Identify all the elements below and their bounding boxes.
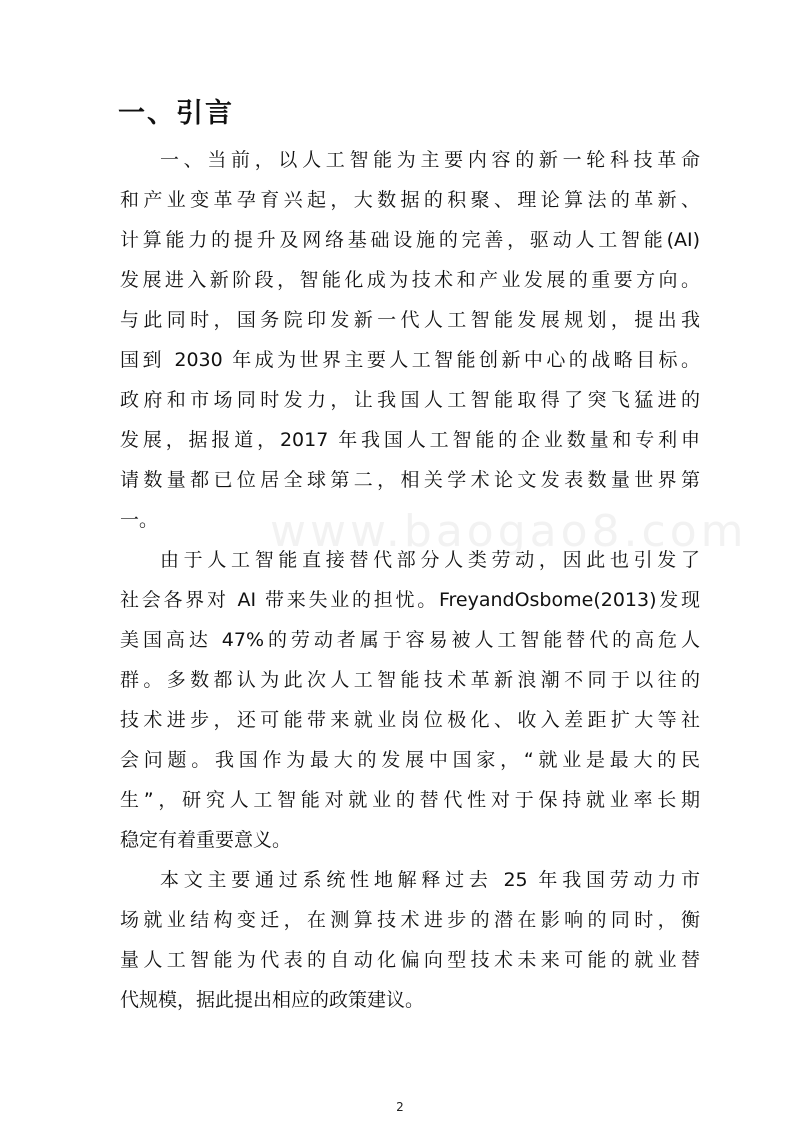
paragraph-line: 一、当前，以人工智能为主要内容的新一轮科技革命 [160, 149, 700, 171]
paragraph-line: 政府和市场同时发力，让我国人工智能取得了突飞猛进的 [120, 389, 700, 411]
page-number: 2 [396, 1100, 404, 1114]
paragraph-line: 美国高达 47%的劳动者属于容易被人工智能替代的高危人 [120, 629, 700, 651]
paragraph-line: 群。多数都认为此次人工智能技术革新浪潮不同于以往的 [120, 669, 700, 691]
paragraph-1 [120, 140, 700, 540]
section-heading: 一、引言 [118, 98, 234, 129]
paragraph-line: 本文主要通过系统性地解释过去 25 年我国劳动力市 [160, 869, 700, 891]
watermark: www.baogao8.com [270, 506, 748, 557]
paragraph-line: 场就业结构变迁，在测算技术进步的潜在影响的同时，衡 [120, 909, 700, 931]
paragraph-line: 由于人工智能直接替代部分人类劳动，因此也引发了 [160, 549, 700, 571]
paragraph-line: 会问题。我国作为最大的发展中国家，“就业是最大的民 [120, 749, 700, 771]
paragraph-line: 社会各界对 AI 带来失业的担忧。FreyandOsbome(2013)发现 [120, 589, 700, 611]
paragraph-line: 和产业变革孕育兴起，大数据的积聚、理论算法的革新、 [120, 189, 700, 211]
paragraph-line: 计算能力的提升及网络基础设施的完善，驱动人工智能(AI) [120, 229, 700, 251]
paragraph-line: 国到 2030 年成为世界主要人工智能创新中心的战略目标。 [120, 349, 700, 371]
paragraph-line: 生”，研究人工智能对就业的替代性对于保持就业率长期 [120, 789, 700, 811]
paragraph-3 [120, 860, 700, 1020]
paragraph-line: 量人工智能为代表的自动化偏向型技术未来可能的就业替 [120, 949, 700, 971]
paragraph-line: 发展进入新阶段，智能化成为技术和产业发展的重要方向。 [120, 269, 700, 291]
document-body [120, 140, 700, 1020]
paragraph-line: 一。 [120, 509, 159, 531]
paragraph-line: 请数量都已位居全球第二，相关学术论文发表数量世界第 [120, 469, 700, 491]
paragraph-line: 技术进步，还可能带来就业岗位极化、收入差距扩大等社 [120, 709, 700, 731]
paragraph-line: 稳定有着重要意义。 [120, 829, 292, 851]
paragraph-line: 发展，据报道，2017 年我国人工智能的企业数量和专利申 [120, 429, 700, 451]
paragraph-line: 代规模，据此提出相应的政策建议。 [120, 989, 425, 1011]
paragraph-2 [120, 540, 700, 860]
paragraph-line: 与此同时，国务院印发新一代人工智能发展规划，提出我 [120, 309, 700, 331]
